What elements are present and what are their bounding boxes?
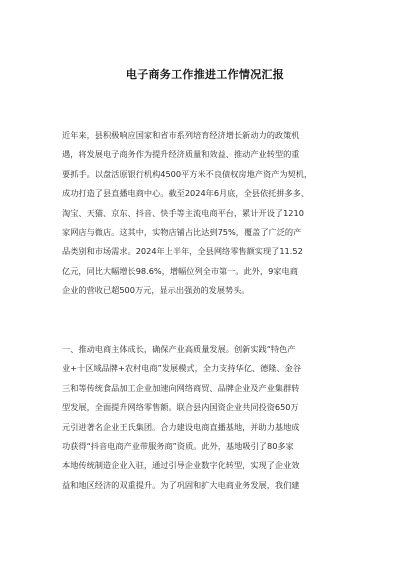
paragraph-line: 益和地区经济的双重提升。为了巩固和扩大电商业务发展，我们建 [62, 479, 300, 490]
paragraph-line: 近年来，县积极响应国家和省市系列培育经济增长新动力的政策机 [62, 130, 300, 140]
paragraph-line: 亿元，同比大幅增长98.6%，增幅位列全市第一。此外，9家电商 [62, 265, 298, 276]
paragraph-line: 一、推动电商主体成长，确保产业高质量发展。创新实践“特色产 [62, 344, 296, 354]
paragraph-line: 成功打造了县直播电商中心。截至2024年6月底，全县依托拼多多、 [62, 188, 310, 199]
paragraph-line: 家网店与微店。这其中，实物店铺占比达到75%，覆盖了广泛的产 [62, 226, 302, 237]
paragraph-line: 遇，将发展电子商务作为提升经济质量和效益、推动产业转型的重 [62, 149, 300, 160]
paragraph-line: 企业的营收已超500万元，显示出强劲的发展势头。 [62, 285, 250, 296]
intro-paragraph [62, 126, 350, 301]
paragraph-line: 要抓手。以盘活原银行机构4500平方米不良债权房地产资产为契机， [62, 168, 313, 179]
paragraph-line: 型发展，全面提升网络零售额。联合县内国资企业共同投资650万 [62, 402, 299, 413]
section-one-paragraph [62, 340, 350, 495]
paragraph-line: 功获得“抖音电商产业带服务商”资质。此外，基地吸引了80多家 [62, 440, 294, 451]
document-title: 电子商务工作推进工作情况汇报 [125, 68, 285, 81]
paragraph-line: 淘宝、天猫、京东、抖音、快手等主流电商平台，累计开设了1210 [62, 207, 304, 218]
paragraph-line: 三和等传统食品加工企业加速向网络商贸、品牌企业及产业集群转 [62, 382, 300, 393]
paragraph-line: 业+十区域品牌+农村电商”发展模式，全力支持华亿、德隆、金谷 [62, 363, 302, 374]
paragraph-line: 品类别和市场需求。2024年上半年，全县网络零售额实现了11.52 [62, 246, 303, 257]
paragraph-line: 元引进著名企业王氏集团。合力建设电商直播基地，并助力基地成 [62, 421, 300, 432]
paragraph-line: 本地传统制造企业入驻，通过引导企业数字化转型，实现了企业效 [62, 460, 300, 471]
